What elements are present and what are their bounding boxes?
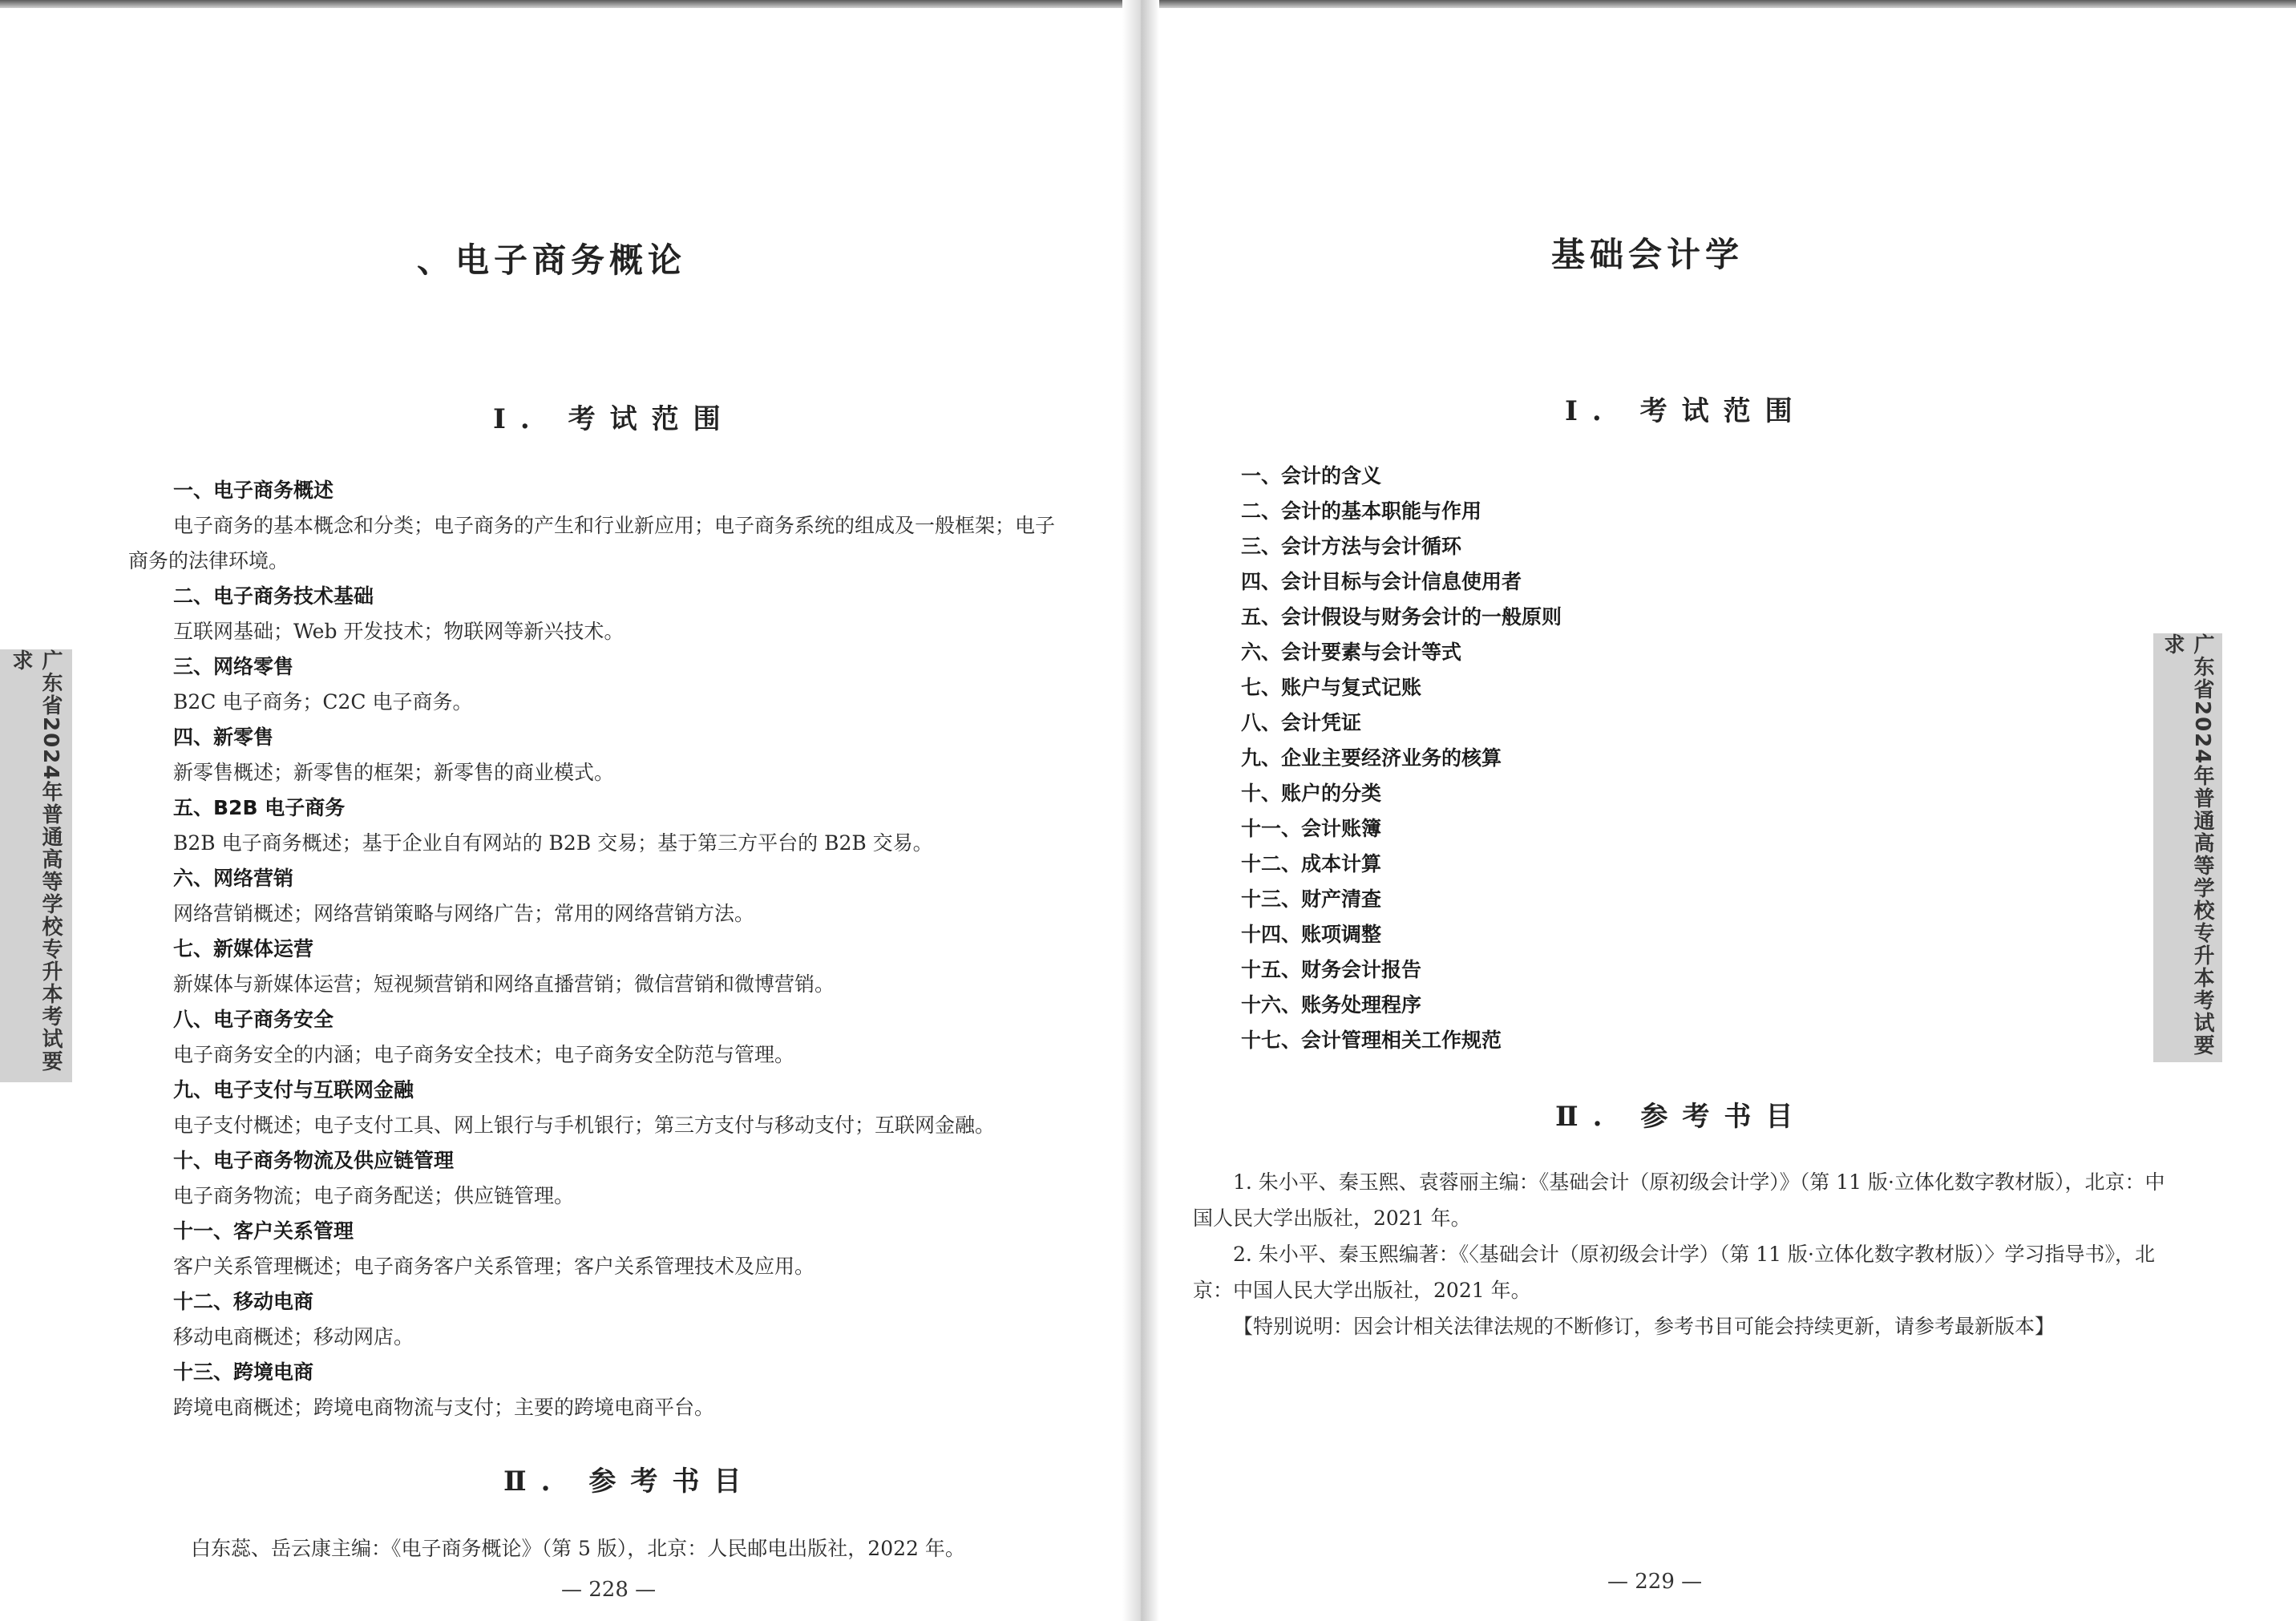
right-list-item: 四、会计目标与会计信息使用者	[1241, 570, 1522, 593]
right-page-number: — 229 —	[1607, 1570, 1703, 1594]
right-list-item: 二、会计的基本职能与作用	[1241, 499, 1482, 523]
left-item-text: 网络营销概述；网络营销策略与网络广告；常用的网络营销方法。	[173, 902, 755, 925]
right-side-tab-text: 广东省2024年普通高等学校专升本考试要求	[2161, 633, 2214, 1057]
left-item-text: 电子商务的基本概念和分类；电子商务的产生和行业新应用；电子商务系统的组成及一般框架；电子商务的法律环境。	[128, 514, 1056, 572]
left-item-text: B2C 电子商务；C2C 电子商务。	[173, 690, 473, 713]
left-item-heading: 六、网络营销	[173, 867, 294, 890]
right-exam-scope-list	[1241, 459, 1562, 1058]
right-list-item: 十、账户的分类	[1241, 782, 1382, 805]
right-page	[1154, 0, 2296, 1621]
right-list-item: 十六、账务处理程序	[1241, 993, 1422, 1017]
left-reference-heading: Ⅱ. 参考书目	[503, 1465, 756, 1498]
left-item-text: 互联网基础；Web 开发技术；物联网等新兴技术。	[173, 620, 625, 643]
left-item-text: B2B 电子商务概述；基于企业自有网站的 B2B 交易；基于第三方平台的 B2B 交易。	[173, 831, 933, 855]
left-item-heading: 十一、客户关系管理	[173, 1219, 354, 1243]
left-item-text: 客户关系管理概述；电子商务客户关系管理；客户关系管理技术及应用。	[173, 1255, 815, 1278]
left-item-heading: 十二、移动电商	[173, 1290, 314, 1313]
right-list-item: 八、会计凭证	[1241, 711, 1362, 734]
right-list-item: 六、会计要素与会计等式	[1241, 641, 1462, 664]
left-exam-scope-list	[128, 473, 1074, 1425]
left-reference-text: 白东蕊、岳云康主编：《电子商务概论》（第 5 版），北京：人民邮电出版社，2022 年。	[191, 1537, 965, 1560]
right-reference-list	[1193, 1164, 2167, 1344]
left-item-heading: 三、网络零售	[173, 655, 294, 678]
right-list-item: 三、会计方法与会计循环	[1241, 535, 1462, 558]
left-side-tab-text: 广东省2024年普通高等学校专升本考试要求	[9, 649, 63, 1073]
left-item-heading: 九、电子支付与互联网金融	[173, 1078, 414, 1102]
left-item-text: 电子商务安全的内涵；电子商务安全技术；电子商务安全防范与管理。	[173, 1043, 795, 1066]
left-item-text: 电子支付概述；电子支付工具、网上银行与手机银行；第三方支付与移动支付；互联网金融。	[173, 1114, 996, 1137]
left-item-text: 跨境电商概述；跨境电商物流与支付；主要的跨境电商平台。	[173, 1396, 715, 1419]
left-item-text: 移动电商概述；移动网店。	[173, 1325, 414, 1348]
right-side-tab	[2153, 633, 2222, 1062]
left-page-title: 、电子商务概论	[417, 241, 687, 280]
right-list-item: 一、会计的含义	[1241, 464, 1382, 487]
left-item-heading: 十、电子商务物流及供应链管理	[173, 1149, 455, 1172]
left-side-tab	[0, 649, 72, 1082]
right-list-item: 十一、会计账簿	[1241, 817, 1382, 840]
right-list-item: 十五、财务会计报告	[1241, 958, 1422, 981]
right-reference-item: 2. 朱小平、秦玉熙编著：《〈基础会计（原初级会计学）（第 11 版·立体化数字教材版）〉学习指导书》，北京：中国人民大学出版社，2021 年。	[1193, 1243, 2155, 1302]
right-list-item: 十三、财产清查	[1241, 887, 1382, 911]
left-item-heading: 四、新零售	[173, 726, 274, 749]
right-page-title: 基础会计学	[1551, 235, 1744, 274]
left-item-heading: 一、电子商务概述	[173, 479, 334, 502]
left-page	[0, 0, 1138, 1621]
right-list-item: 十二、成本计算	[1241, 852, 1382, 875]
left-item-heading: 五、B2B 电子商务	[173, 796, 346, 819]
left-item-text: 电子商务物流；电子商务配送；供应链管理。	[173, 1184, 575, 1207]
right-list-item: 十四、账项调整	[1241, 923, 1382, 946]
left-item-heading: 八、电子商务安全	[173, 1008, 334, 1031]
right-exam-scope-heading: Ⅰ. 考试范围	[1565, 395, 1807, 427]
right-list-item: 五、会计假设与财务会计的一般原则	[1241, 605, 1562, 629]
right-list-item: 十七、会计管理相关工作规范	[1241, 1029, 1502, 1052]
left-item-text: 新媒体与新媒体运营；短视频营销和网络直播营销；微信营销和微博营销。	[173, 972, 835, 996]
right-list-item: 九、企业主要经济业务的核算	[1241, 746, 1502, 770]
left-exam-scope-heading: Ⅰ. 考试范围	[493, 403, 735, 435]
left-item-heading: 七、新媒体运营	[173, 937, 314, 960]
left-item-heading: 二、电子商务技术基础	[173, 584, 374, 608]
left-item-text: 新零售概述；新零售的框架；新零售的商业模式。	[173, 761, 615, 784]
left-item-heading: 十三、跨境电商	[173, 1360, 314, 1384]
right-reference-heading: Ⅱ. 参考书目	[1555, 1101, 1808, 1133]
right-reference-item: 1. 朱小平、秦玉熙、袁蓉丽主编：《基础会计（原初级会计学）》（第 11 版·立体化数字教材版），北京：中国人民大学出版社，2021 年。	[1193, 1170, 2165, 1230]
right-list-item: 七、账户与复式记账	[1241, 676, 1422, 699]
left-page-number: — 228 —	[561, 1578, 657, 1602]
right-special-note: 【特别说明：因会计相关法律法规的不断修订，参考书目可能会持续更新，请参考最新版本】	[1233, 1315, 2055, 1338]
